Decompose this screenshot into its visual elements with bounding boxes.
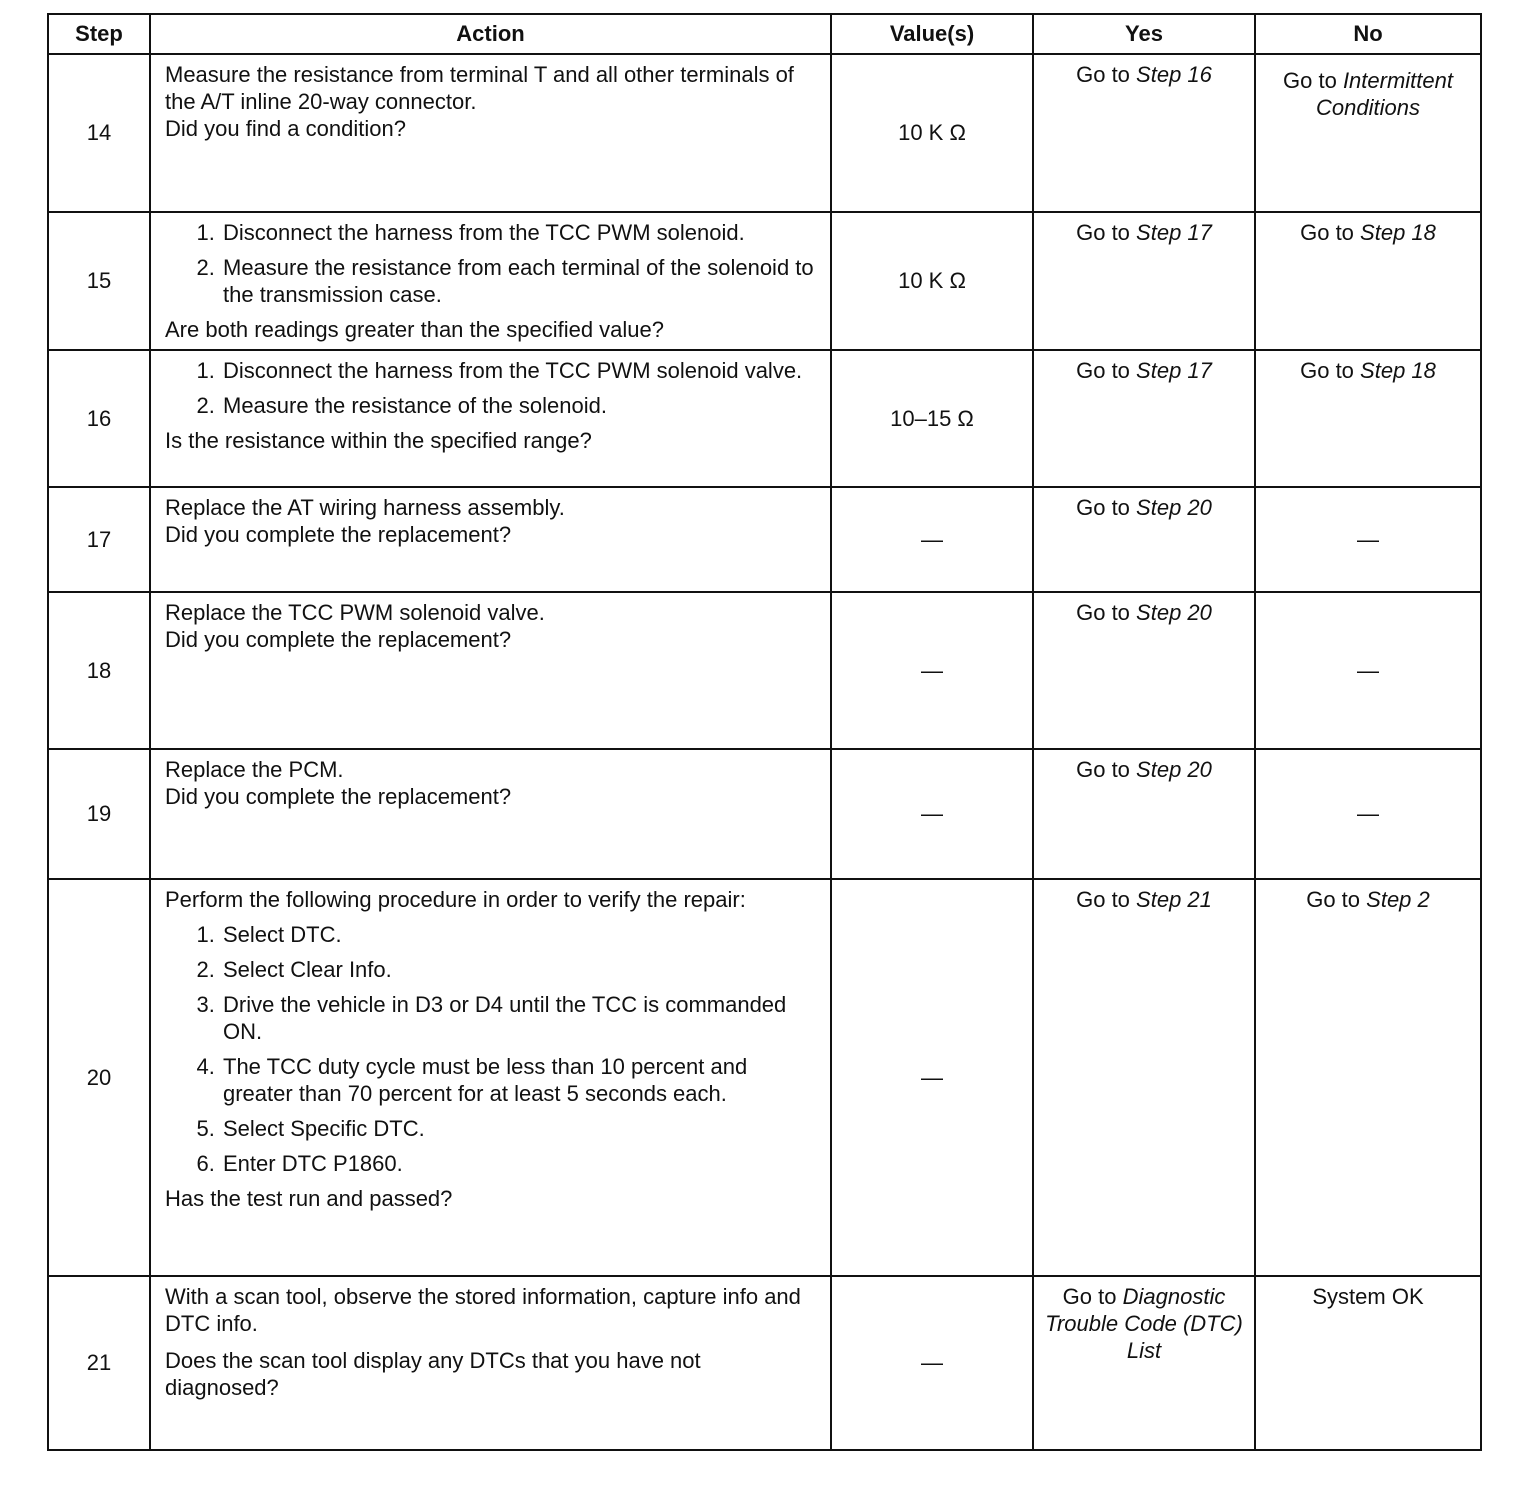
step-number: 15 bbox=[48, 212, 150, 350]
yes-cell bbox=[1033, 1276, 1255, 1450]
action-cell bbox=[150, 350, 831, 487]
action-text: Measure the resistance from terminal T and all other terminals of the A/T inline 20-way connector. bbox=[165, 62, 794, 114]
action-question: Are both readings greater than the specified value? bbox=[165, 317, 664, 342]
value-cell: 10–15 Ω bbox=[831, 350, 1033, 487]
action-step: 1. Disconnect the harness from the TCC PWM solenoid. bbox=[221, 219, 820, 246]
action-question: Did you complete the replacement? bbox=[165, 627, 512, 652]
action-step: 1. Select DTC. bbox=[221, 921, 820, 948]
action-text: Replace the AT wiring harness assembly. bbox=[165, 495, 565, 520]
step-number: 16 bbox=[48, 350, 150, 487]
yes-cell bbox=[1033, 749, 1255, 879]
step-number: 20 bbox=[48, 879, 150, 1276]
table-row bbox=[48, 350, 1481, 487]
step-number: 21 bbox=[48, 1276, 150, 1450]
table-row bbox=[48, 1276, 1481, 1450]
action-text: Replace the TCC PWM solenoid valve. bbox=[165, 600, 545, 625]
table-row bbox=[48, 54, 1481, 212]
yes-link: Go to Step 17 bbox=[1076, 358, 1212, 383]
no-cell: — bbox=[1255, 592, 1481, 749]
action-step: 2. Measure the resistance of the solenoid. bbox=[221, 392, 820, 419]
action-cell bbox=[150, 879, 831, 1276]
action-step: 2. Measure the resistance from each terminal of the solenoid to the transmission case. bbox=[221, 254, 820, 308]
yes-link: Go to Diagnostic Trouble Code (DTC) List bbox=[1045, 1284, 1243, 1363]
yes-cell bbox=[1033, 592, 1255, 749]
action-steps bbox=[165, 921, 820, 1177]
no-link: Go to Intermittent Conditions bbox=[1283, 68, 1453, 120]
header-row bbox=[48, 14, 1481, 54]
header-action: Action bbox=[150, 14, 831, 54]
no-result: System OK bbox=[1312, 1284, 1424, 1309]
table-row bbox=[48, 212, 1481, 350]
action-cell bbox=[150, 212, 831, 350]
yes-link: Go to Step 20 bbox=[1076, 495, 1212, 520]
yes-cell bbox=[1033, 350, 1255, 487]
table-row bbox=[48, 592, 1481, 749]
action-cell bbox=[150, 749, 831, 879]
value-cell: — bbox=[831, 1276, 1033, 1450]
no-link: Go to Step 2 bbox=[1306, 887, 1430, 912]
action-step: 6. Enter DTC P1860. bbox=[221, 1150, 820, 1177]
no-cell bbox=[1255, 54, 1481, 212]
no-cell: — bbox=[1255, 749, 1481, 879]
action-text: With a scan tool, observe the stored information, capture info and DTC info. bbox=[165, 1284, 801, 1336]
step-number: 18 bbox=[48, 592, 150, 749]
no-cell bbox=[1255, 879, 1481, 1276]
header-step: Step bbox=[48, 14, 150, 54]
value-cell: — bbox=[831, 592, 1033, 749]
action-cell bbox=[150, 487, 831, 592]
header-value: Value(s) bbox=[831, 14, 1033, 54]
yes-link: Go to Step 20 bbox=[1076, 757, 1212, 782]
action-question: Did you complete the replacement? bbox=[165, 784, 512, 809]
yes-link: Go to Step 16 bbox=[1076, 62, 1212, 87]
action-question: Has the test run and passed? bbox=[165, 1186, 453, 1211]
step-number: 19 bbox=[48, 749, 150, 879]
yes-cell bbox=[1033, 212, 1255, 350]
action-steps bbox=[165, 357, 820, 427]
action-text: Replace the PCM. bbox=[165, 757, 344, 782]
value-cell: — bbox=[831, 487, 1033, 592]
table-row bbox=[48, 749, 1481, 879]
header-yes: Yes bbox=[1033, 14, 1255, 54]
step-number: 14 bbox=[48, 54, 150, 212]
action-steps bbox=[165, 219, 820, 316]
yes-link: Go to Step 21 bbox=[1076, 887, 1212, 912]
action-step: 2. Select Clear Info. bbox=[221, 956, 820, 983]
diagnostic-table bbox=[47, 13, 1482, 1451]
yes-link: Go to Step 17 bbox=[1076, 220, 1212, 245]
action-text: Perform the following procedure in order to verify the repair: bbox=[165, 887, 746, 912]
action-step: 5. Select Specific DTC. bbox=[221, 1115, 820, 1142]
action-step: 1. Disconnect the harness from the TCC PWM solenoid valve. bbox=[221, 357, 820, 384]
action-question: Is the resistance within the specified range? bbox=[165, 428, 592, 453]
action-question: Did you find a condition? bbox=[165, 116, 406, 141]
no-cell bbox=[1255, 1276, 1481, 1450]
no-link: Go to Step 18 bbox=[1300, 220, 1436, 245]
value-cell: 10 K Ω bbox=[831, 212, 1033, 350]
yes-cell bbox=[1033, 487, 1255, 592]
action-question: Did you complete the replacement? bbox=[165, 522, 512, 547]
action-cell bbox=[150, 54, 831, 212]
header-no: No bbox=[1255, 14, 1481, 54]
action-step: 4. The TCC duty cycle must be less than 10 percent and greater than 70 percent for at least 5 seconds each. bbox=[221, 1053, 820, 1107]
action-question: Does the scan tool display any DTCs that you have not diagnosed? bbox=[165, 1348, 701, 1400]
no-cell bbox=[1255, 212, 1481, 350]
action-cell bbox=[150, 592, 831, 749]
no-cell bbox=[1255, 350, 1481, 487]
no-cell: — bbox=[1255, 487, 1481, 592]
step-number: 17 bbox=[48, 487, 150, 592]
action-step: 3. Drive the vehicle in D3 or D4 until the TCC is commanded ON. bbox=[221, 991, 820, 1045]
yes-link: Go to Step 20 bbox=[1076, 600, 1212, 625]
action-cell bbox=[150, 1276, 831, 1450]
value-cell: — bbox=[831, 749, 1033, 879]
yes-cell bbox=[1033, 879, 1255, 1276]
value-cell: — bbox=[831, 879, 1033, 1276]
table-row bbox=[48, 487, 1481, 592]
no-link: Go to Step 18 bbox=[1300, 358, 1436, 383]
table-row bbox=[48, 879, 1481, 1276]
yes-cell bbox=[1033, 54, 1255, 212]
value-cell: 10 K Ω bbox=[831, 54, 1033, 212]
